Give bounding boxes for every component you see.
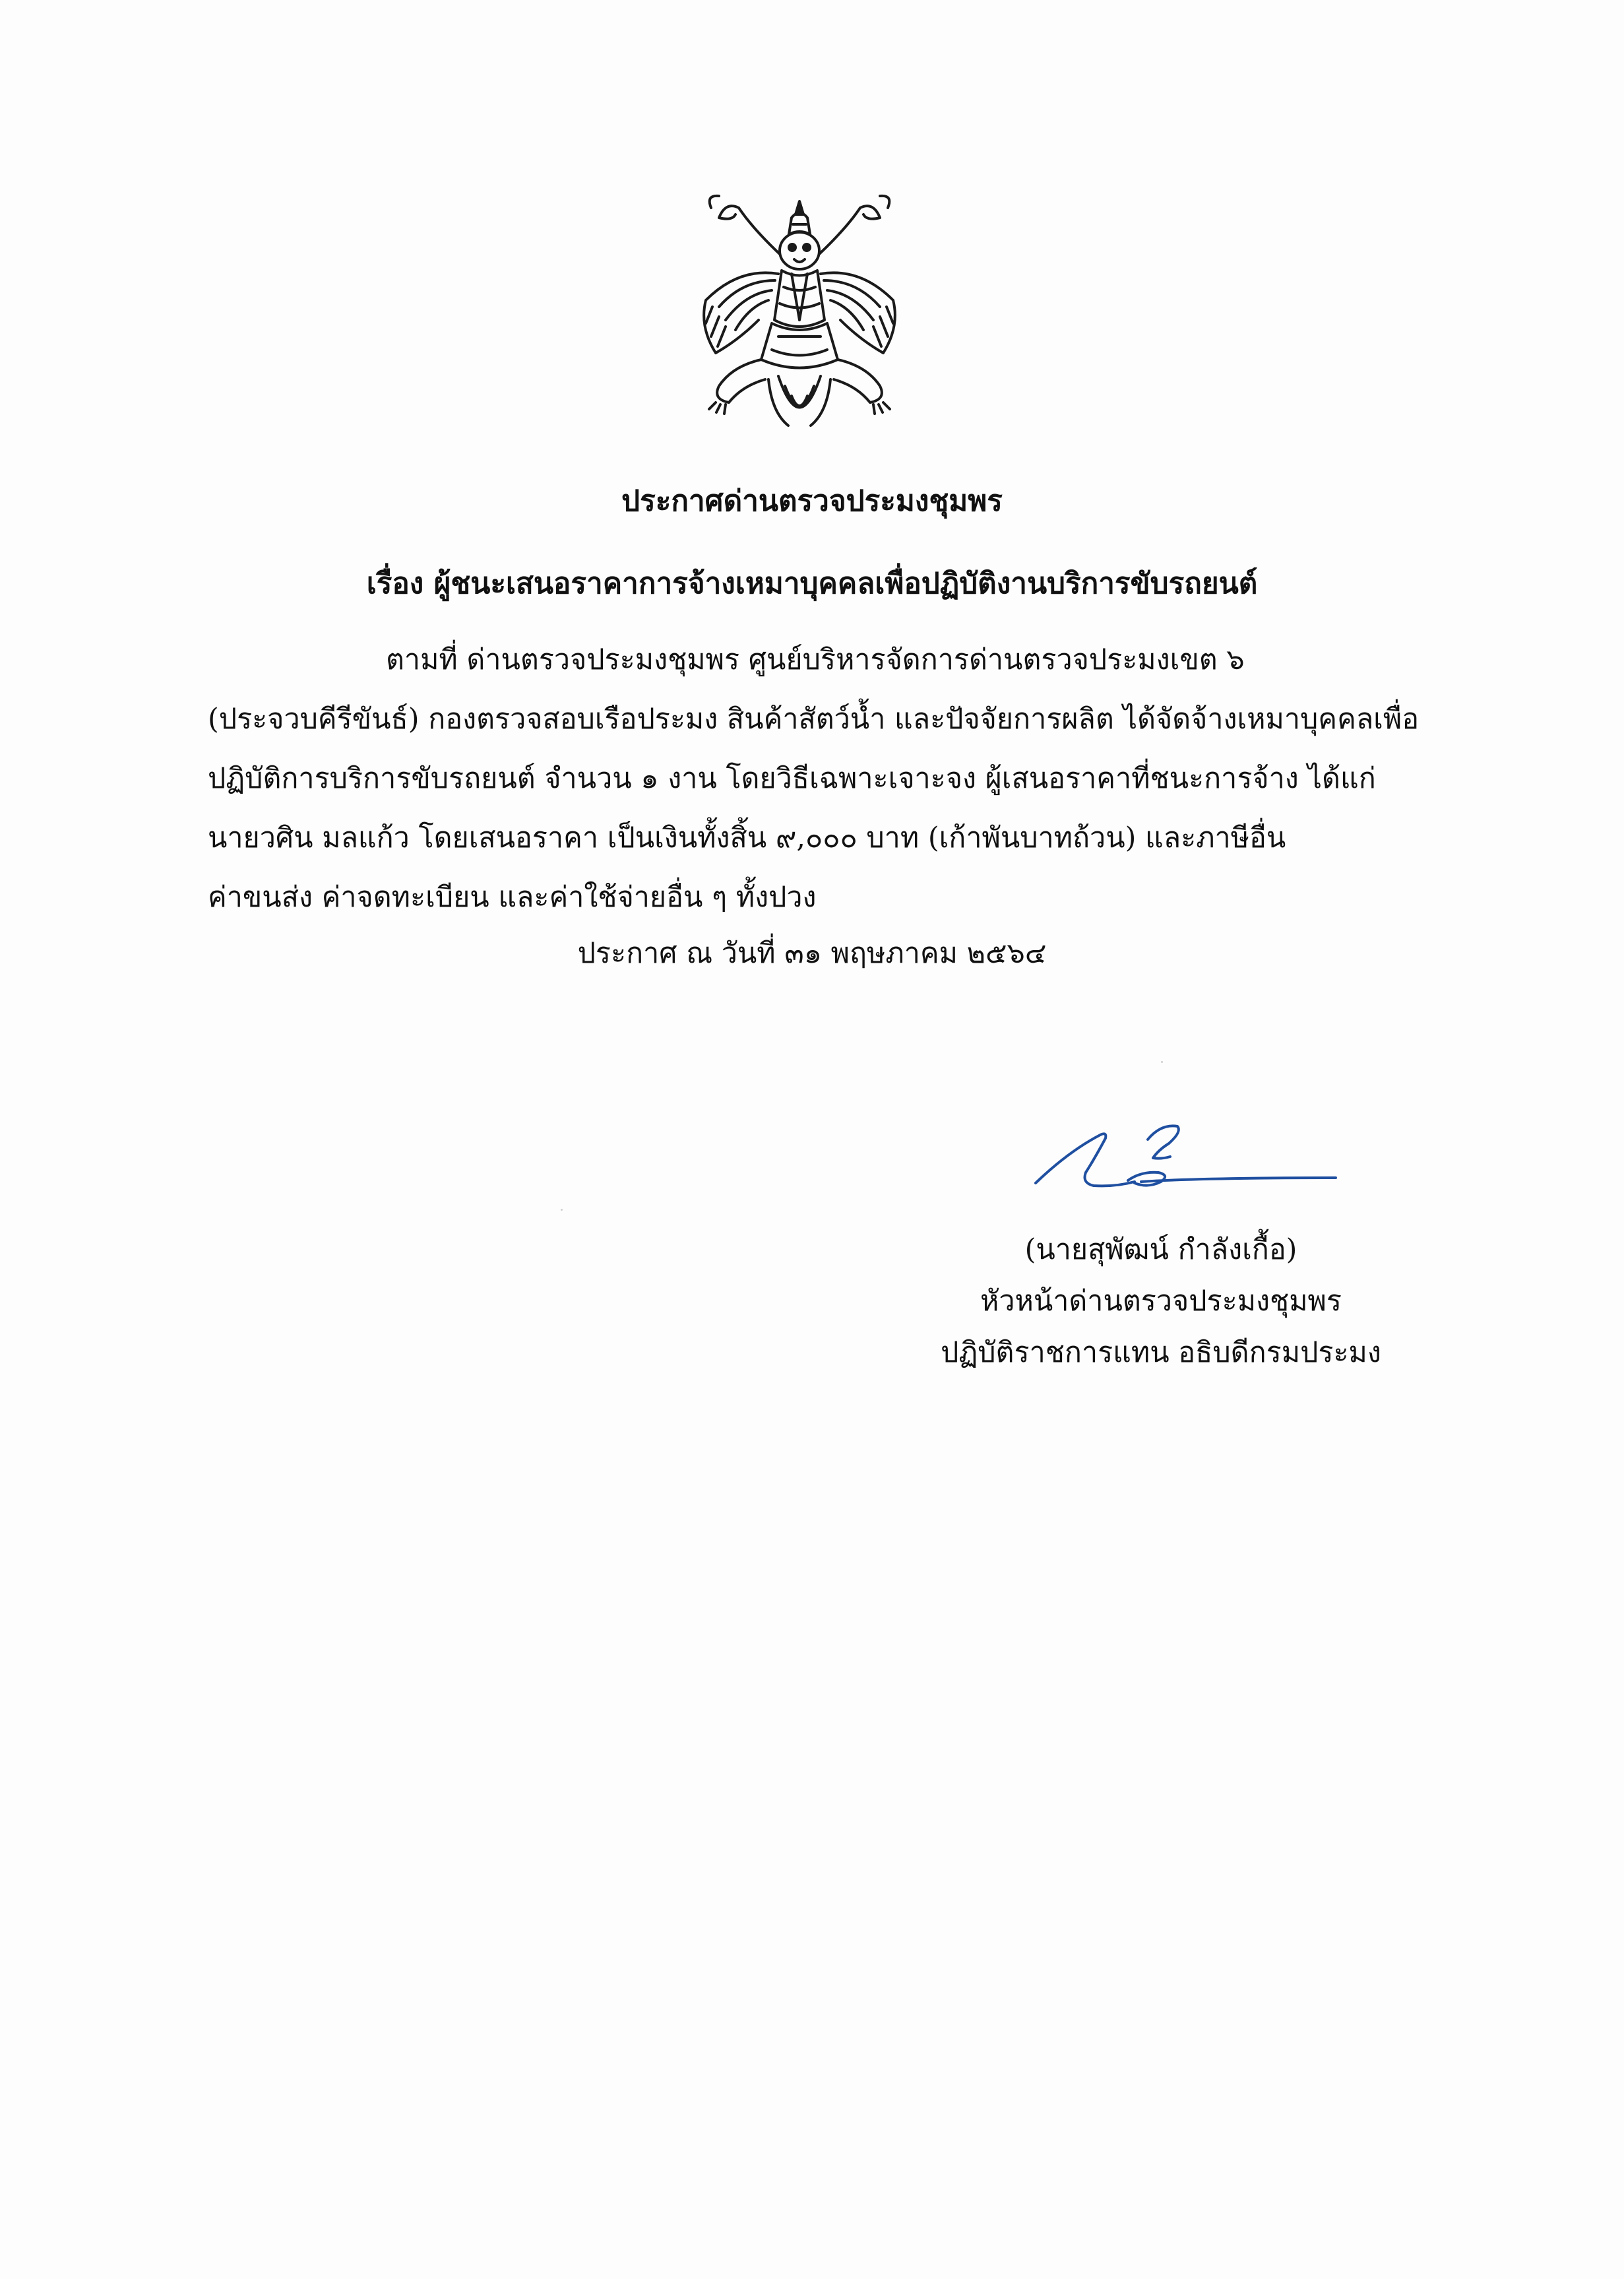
signer-position: หัวหน้าด่านตรวจประมงชุมพร bbox=[980, 1285, 1342, 1318]
signer-acting-for: ปฏิบัติราชการแทน อธิบดีกรมประมง bbox=[941, 1336, 1381, 1369]
document-body bbox=[208, 630, 1418, 927]
document-subject: เรื่อง ผู้ชนะเสนอราคาการจ้างเหมาบุคคลเพื่อปฏิบัติงานบริการขับรถยนต์ bbox=[366, 567, 1258, 600]
scan-speck bbox=[1161, 1061, 1163, 1063]
announcement-date: ประกาศ ณ วันที่ ๓๑ พฤษภาคม ๒๕๖๔ bbox=[577, 937, 1047, 970]
garuda-emblem-icon bbox=[679, 188, 920, 445]
body-line: (ประจวบคีรีขันธ์) กองตรวจสอบเรือประมง สินค้าสัตว์น้ำ และปัจจัยการผลิต ได้จัดจ้างเหมาบุคคลเพื่อ bbox=[208, 703, 1420, 736]
body-line: นายวศิน มลแก้ว โดยเสนอราคา เป็นเงินทั้งสิ้น ๙,๐๐๐ บาท (เก้าพันบาทถ้วน) และภาษีอื่น bbox=[208, 821, 1286, 854]
scan-speck bbox=[561, 1209, 563, 1211]
body-line: ค่าขนส่ง ค่าจดทะเบียน และค่าใช้จ่ายอื่น ๆ ทั้งปวง bbox=[208, 881, 817, 914]
document-title: ประกาศด่านตรวจประมงชุมพร bbox=[621, 484, 1003, 518]
body-line: ตามที่ ด่านตรวจประมงชุมพร ศูนย์บริหารจัดการด่านตรวจประมงเขต ๖ bbox=[386, 643, 1245, 676]
handwritten-signature-icon bbox=[1029, 1112, 1339, 1198]
signer-name: (นายสุพัฒน์ กำลังเกื้อ) bbox=[1024, 1233, 1297, 1266]
body-line: ปฏิบัติการบริการขับรถยนต์ จำนวน ๑ งาน โดยวิธีเฉพาะเจาะจง ผู้เสนอราคาที่ชนะการจ้าง ได้แก่ bbox=[208, 762, 1376, 795]
signer-block bbox=[897, 1224, 1425, 1378]
